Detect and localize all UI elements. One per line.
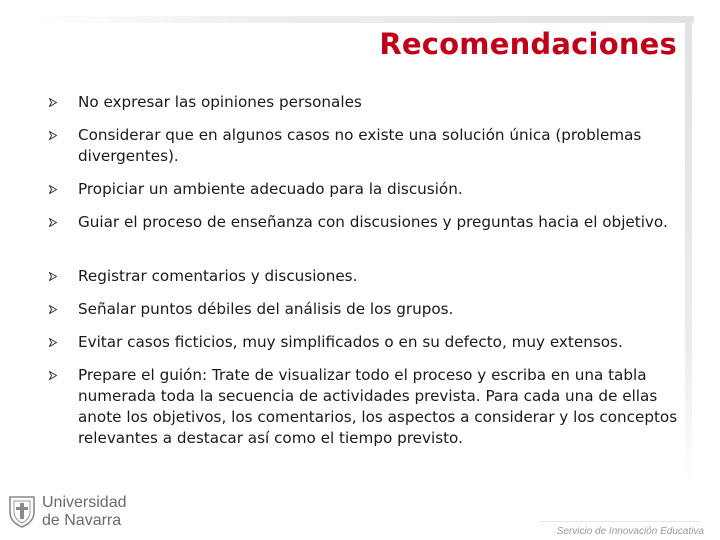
bullet-text: Propiciar un ambiente adecuado para la discusión.: [78, 180, 463, 198]
bullet-text: Evitar casos ficticios, muy simplificados o en su defecto, muy extensos.: [78, 333, 623, 351]
arrowhead-bullet-icon: [49, 131, 61, 141]
slide-frame-top: [32, 16, 694, 23]
university-seal-icon: [6, 494, 38, 528]
slide-title: Recomendaciones: [379, 27, 677, 61]
arrowhead-bullet-icon: [49, 272, 61, 282]
bullet-text: Guiar el proceso de enseñanza con discusiones y preguntas hacia el objetivo.: [78, 213, 668, 231]
bullet-text: Registrar comentarios y discusiones.: [78, 267, 358, 285]
bullet-text: No expresar las opiniones personales: [78, 93, 362, 111]
arrowhead-bullet-icon: [49, 305, 61, 315]
arrowhead-bullet-icon: [49, 371, 61, 381]
footer-text: Servicio de Innovación Educativa: [556, 526, 704, 537]
arrowhead-bullet-icon: [49, 185, 61, 195]
university-logo: [6, 492, 136, 532]
arrowhead-bullet-icon: [49, 338, 61, 348]
bullet-text: Señalar puntos débiles del análisis de los grupos.: [78, 300, 454, 318]
arrowhead-bullet-icon: [49, 98, 61, 108]
bullet-text: Considerar que en algunos casos no existe una solución única (problemas divergentes).: [78, 126, 642, 165]
arrowhead-bullet-icon: [49, 218, 61, 228]
logo-line-2: de Navarra: [42, 512, 122, 529]
bullet-text: Prepare el guión: Trate de visualizar todo el proceso y escriba en una tabla numerada toda la secuencia de actividades prevista. Para cada una de ellas anote los objetivos, los comentarios, los aspectos a considerar y los conceptos relevantes a destacar así como el tiempo previsto.: [78, 366, 678, 447]
logo-line-1: Universidad: [42, 494, 127, 511]
footer-divider: [540, 521, 700, 522]
